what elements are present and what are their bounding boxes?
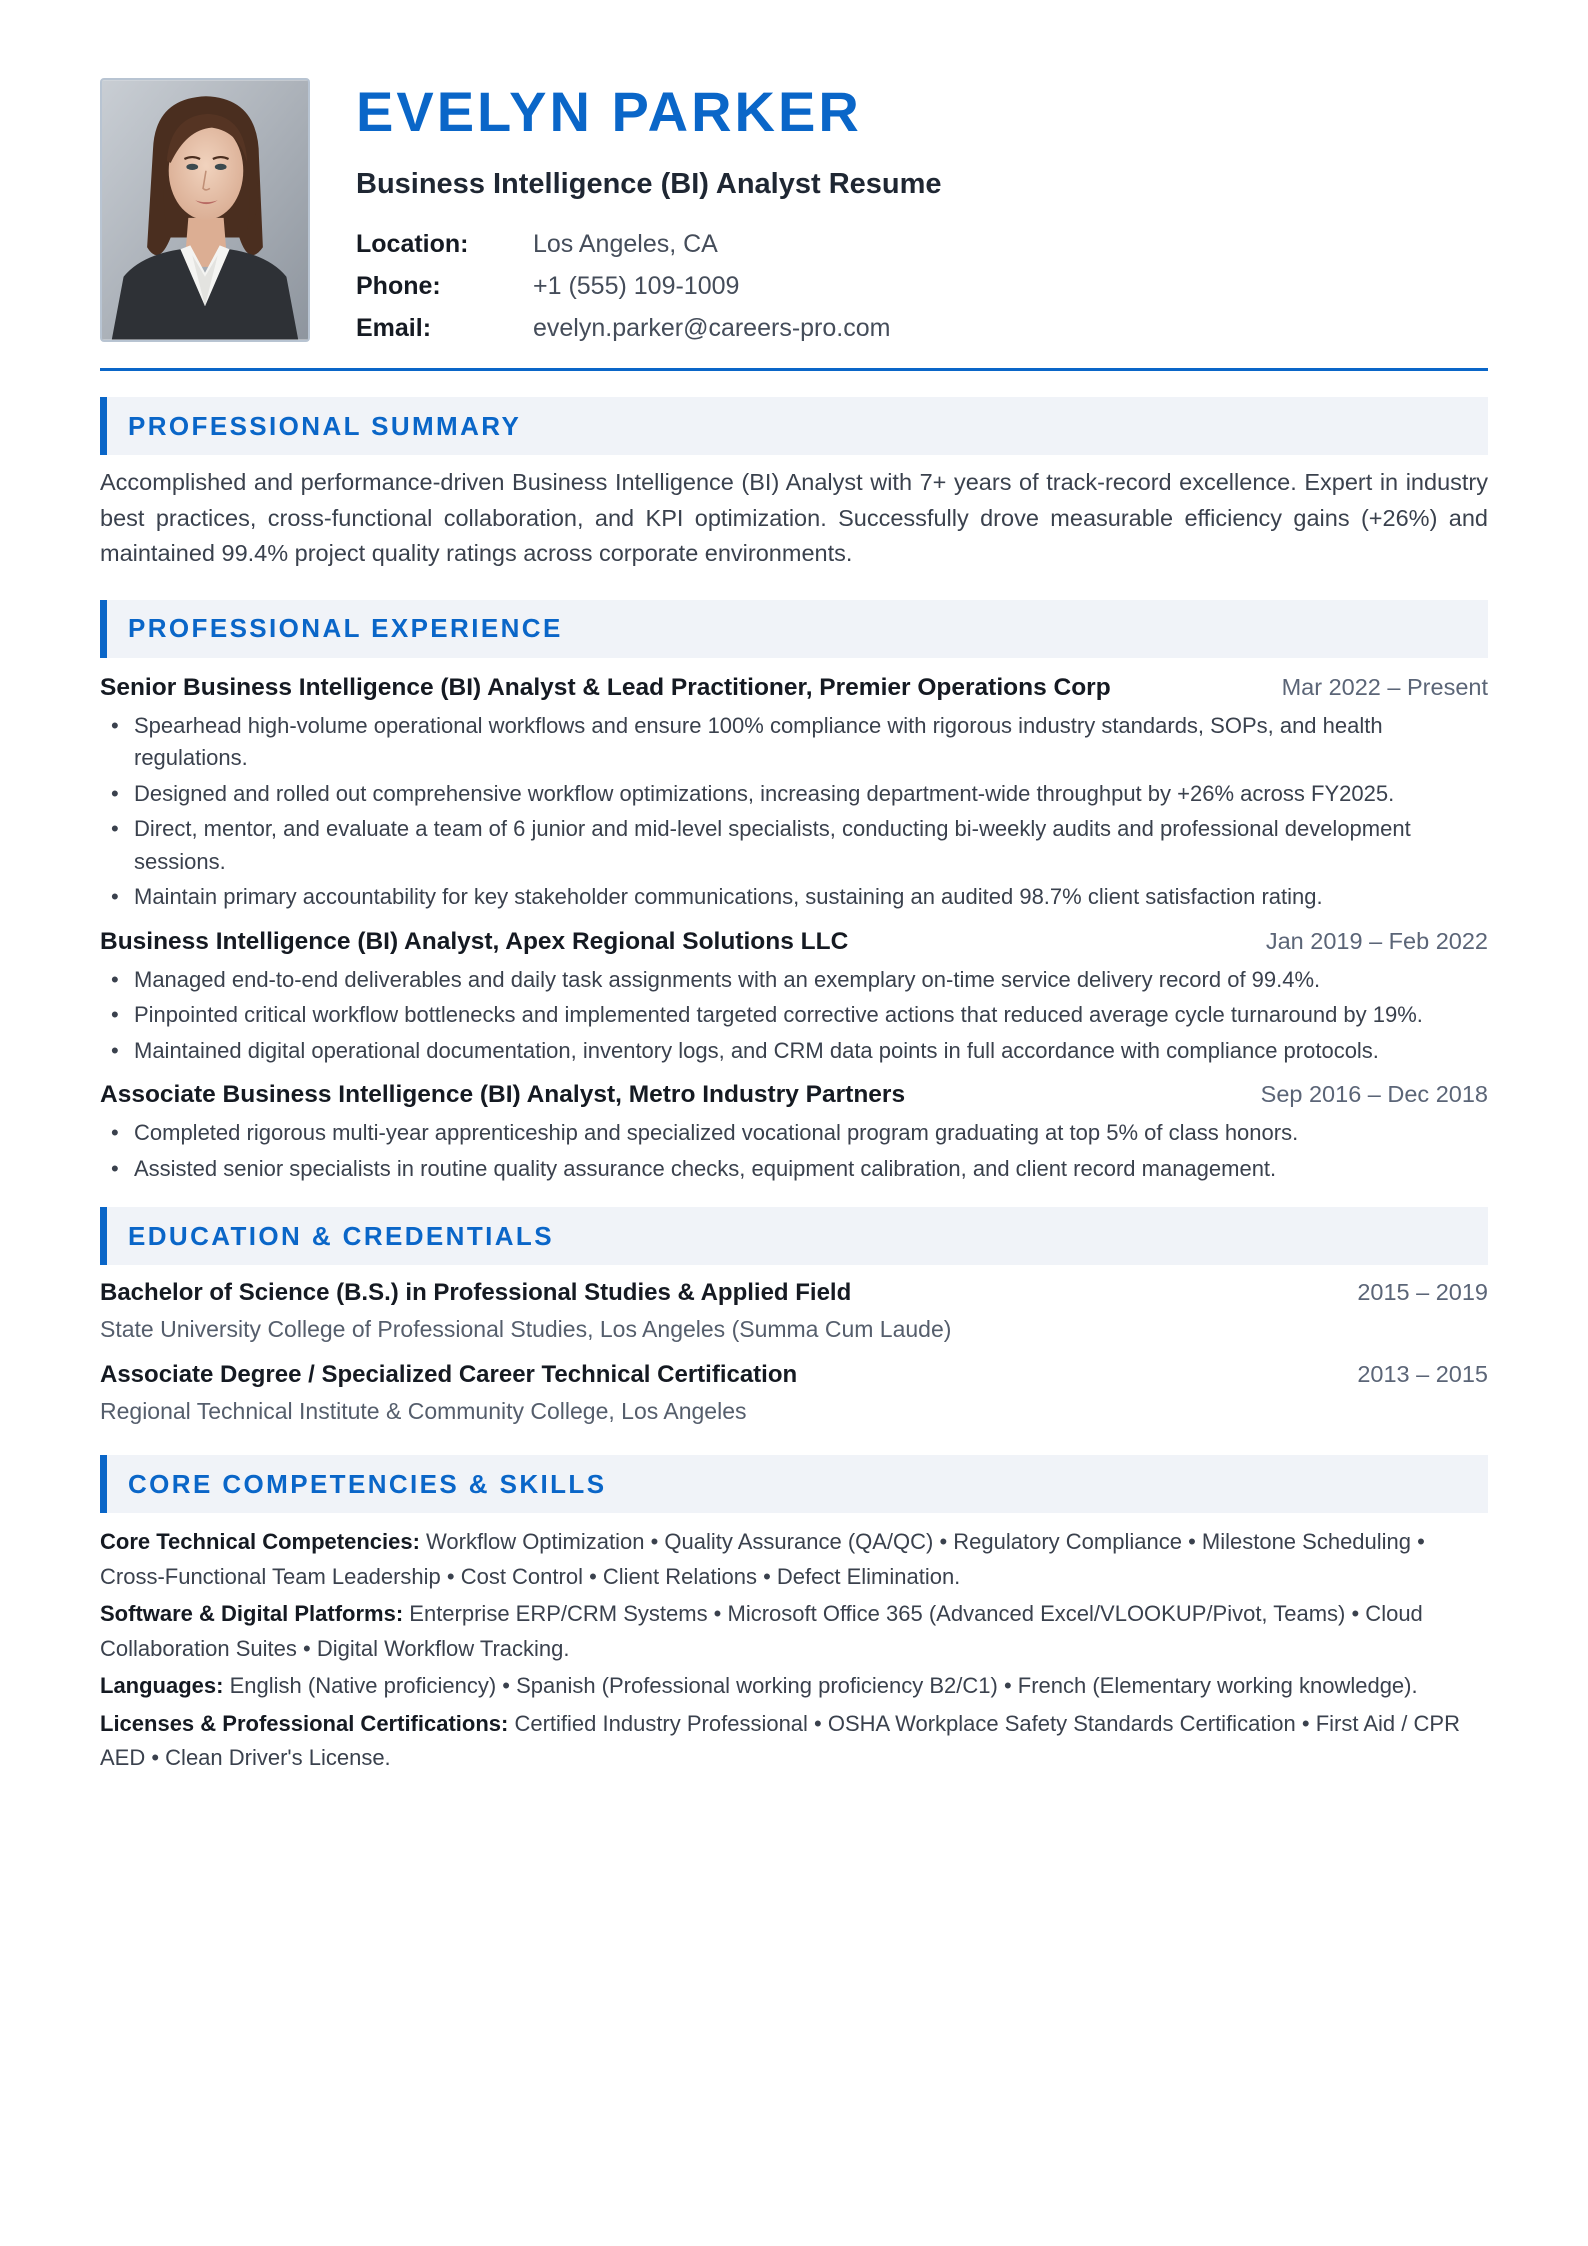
job-date: Sep 2016 – Dec 2018 xyxy=(1260,1081,1488,1107)
section-heading-experience xyxy=(100,600,1488,658)
skill-row xyxy=(100,1707,1488,1776)
degree-title: Bachelor of Science (B.S.) in Professional Studies & Applied Field xyxy=(100,1279,852,1306)
skill-text: English (Native proficiency) • Spanish (Professional working proficiency B2/C1) • French (Elementary working knowledge). xyxy=(229,1673,1418,1698)
contact-label: Email: xyxy=(356,313,432,342)
skills-list xyxy=(100,1525,1488,1776)
education-date: 2013 – 2015 xyxy=(1357,1361,1488,1387)
resume-subtitle: Business Intelligence (BI) Analyst Resume xyxy=(356,168,942,200)
skill-label: Licenses & Professional Certifications: xyxy=(100,1710,509,1736)
candidate-name: EVELYN PARKER xyxy=(356,80,862,143)
section-heading-text: PROFESSIONAL SUMMARY xyxy=(128,410,522,441)
section-heading-text: EDUCATION & CREDENTIALS xyxy=(128,1220,554,1251)
job-bullet: • Completed rigorous multi-year apprenticeship and specialized vocational program graduating at top 5% of class honors. xyxy=(100,1117,1488,1150)
job-bullet: • Direct, mentor, and evaluate a team of 6 junior and mid-level specialists, conducting bi-weekly audits and professional development sessions. xyxy=(100,813,1488,878)
job-date: Jan 2019 – Feb 2022 xyxy=(1265,927,1488,954)
job-bullet: • Designed and rolled out comprehensive workflow optimizations, increasing department-wide throughput by +26% across FY2025. xyxy=(100,778,1488,811)
job-date: Mar 2022 – Present xyxy=(1281,673,1488,700)
job-title: Business Intelligence (BI) Analyst, Apex Regional Solutions LLC xyxy=(100,927,849,955)
degree-title: Associate Degree / Specialized Career Technical Certification xyxy=(100,1361,798,1388)
contact-email xyxy=(356,307,942,349)
skill-label: Core Technical Competencies: xyxy=(100,1529,420,1554)
header-info xyxy=(356,78,942,349)
job-entry xyxy=(100,674,1488,914)
contact-value: evelyn.parker@careers-pro.com xyxy=(533,313,891,342)
skill-row xyxy=(100,1669,1488,1704)
section-heading-text: PROFESSIONAL EXPERIENCE xyxy=(128,613,563,643)
skill-text: Certified Industry Professional • OSHA Workplace Safety Standards Certification • First Aid / CPR AED • Clean Driver's License. xyxy=(100,1710,1460,1770)
job-bullet: • Managed end-to-end deliverables and daily task assignments with an exemplary on-time service delivery record of 99.4%. xyxy=(100,964,1488,997)
job-title: Associate Business Intelligence (BI) Analyst, Metro Industry Partners xyxy=(100,1081,906,1108)
skill-row xyxy=(100,1597,1488,1666)
job-bullets xyxy=(100,1117,1488,1185)
education-header xyxy=(100,1279,1488,1313)
education-entry xyxy=(100,1279,1488,1345)
contact-phone xyxy=(356,265,942,307)
skill-label: Software & Digital Platforms: xyxy=(100,1601,404,1626)
institution: Regional Technical Institute & Community College, Los Angeles xyxy=(100,1398,747,1424)
summary-text: Accomplished and performance-driven Business Intelligence (BI) Analyst with 7+ years of track-record excellence. Expert in industry best practices, cross-functional collaboration, and KPI optimization. Successfully drove measurable efficiency gains (+26%) and maintained 99.4% project quality ratings across corporate environments. xyxy=(100,469,1488,566)
contact-label: Phone: xyxy=(356,271,441,300)
header-divider xyxy=(100,368,1488,371)
education-date: 2015 – 2019 xyxy=(1357,1279,1488,1305)
skill-text: Enterprise ERP/CRM Systems • Microsoft Office 365 (Advanced Excel/VLOOKUP/Pivot, Teams) • Cloud Collaboration Suites • Digital Workflow Tracking. xyxy=(100,1601,1423,1661)
job-header xyxy=(100,1081,1488,1115)
section-heading-summary xyxy=(100,397,1488,455)
contact-block xyxy=(356,223,942,349)
resume-header xyxy=(100,78,1488,340)
profile-photo xyxy=(100,78,310,342)
job-bullet: • Spearhead high-volume operational workflows and ensure 100% compliance with rigorous industry standards, SOPs, and health regulations. xyxy=(100,710,1488,775)
job-bullet: • Maintained digital operational documentation, inventory logs, and CRM data points in full accordance with compliance protocols. xyxy=(100,1035,1488,1068)
job-bullet: • Pinpointed critical workflow bottlenecks and implemented targeted corrective actions that reduced average cycle turnaround by 19%. xyxy=(100,999,1488,1032)
skill-row xyxy=(100,1525,1488,1594)
job-bullet: • Maintain primary accountability for key stakeholder communications, sustaining an audited 98.7% client satisfaction rating. xyxy=(100,881,1488,914)
section-heading-education xyxy=(100,1207,1488,1265)
job-bullets xyxy=(100,964,1488,1068)
institution: State University College of Professional Studies, Los Angeles (Summa Cum Laude) xyxy=(100,1316,952,1342)
job-bullet: • Assisted senior specialists in routine quality assurance checks, equipment calibration, and client record management. xyxy=(100,1153,1488,1186)
job-bullets xyxy=(100,710,1488,914)
section-heading-skills xyxy=(100,1455,1488,1513)
job-header xyxy=(100,928,1488,962)
skill-text: Workflow Optimization • Quality Assurance (QA/QC) • Regulatory Compliance • Milestone Scheduling • Cross-Functional Team Leadership • Cost Control • Client Relations • Defect Elimination. xyxy=(100,1529,1425,1589)
education-entry xyxy=(100,1361,1488,1427)
section-heading-text: CORE COMPETENCIES & SKILLS xyxy=(128,1468,607,1499)
contact-value: +1 (555) 109-1009 xyxy=(533,271,740,300)
contact-value: Los Angeles, CA xyxy=(533,229,718,258)
job-title: Senior Business Intelligence (BI) Analyst & Lead Practitioner, Premier Operations Corp xyxy=(100,673,1111,701)
job-header xyxy=(100,674,1488,708)
skill-label: Languages: xyxy=(100,1673,224,1698)
contact-location xyxy=(356,223,942,265)
job-entry xyxy=(100,928,1488,1068)
contact-label: Location: xyxy=(356,229,469,258)
education-header xyxy=(100,1361,1488,1395)
job-entry xyxy=(100,1081,1488,1185)
